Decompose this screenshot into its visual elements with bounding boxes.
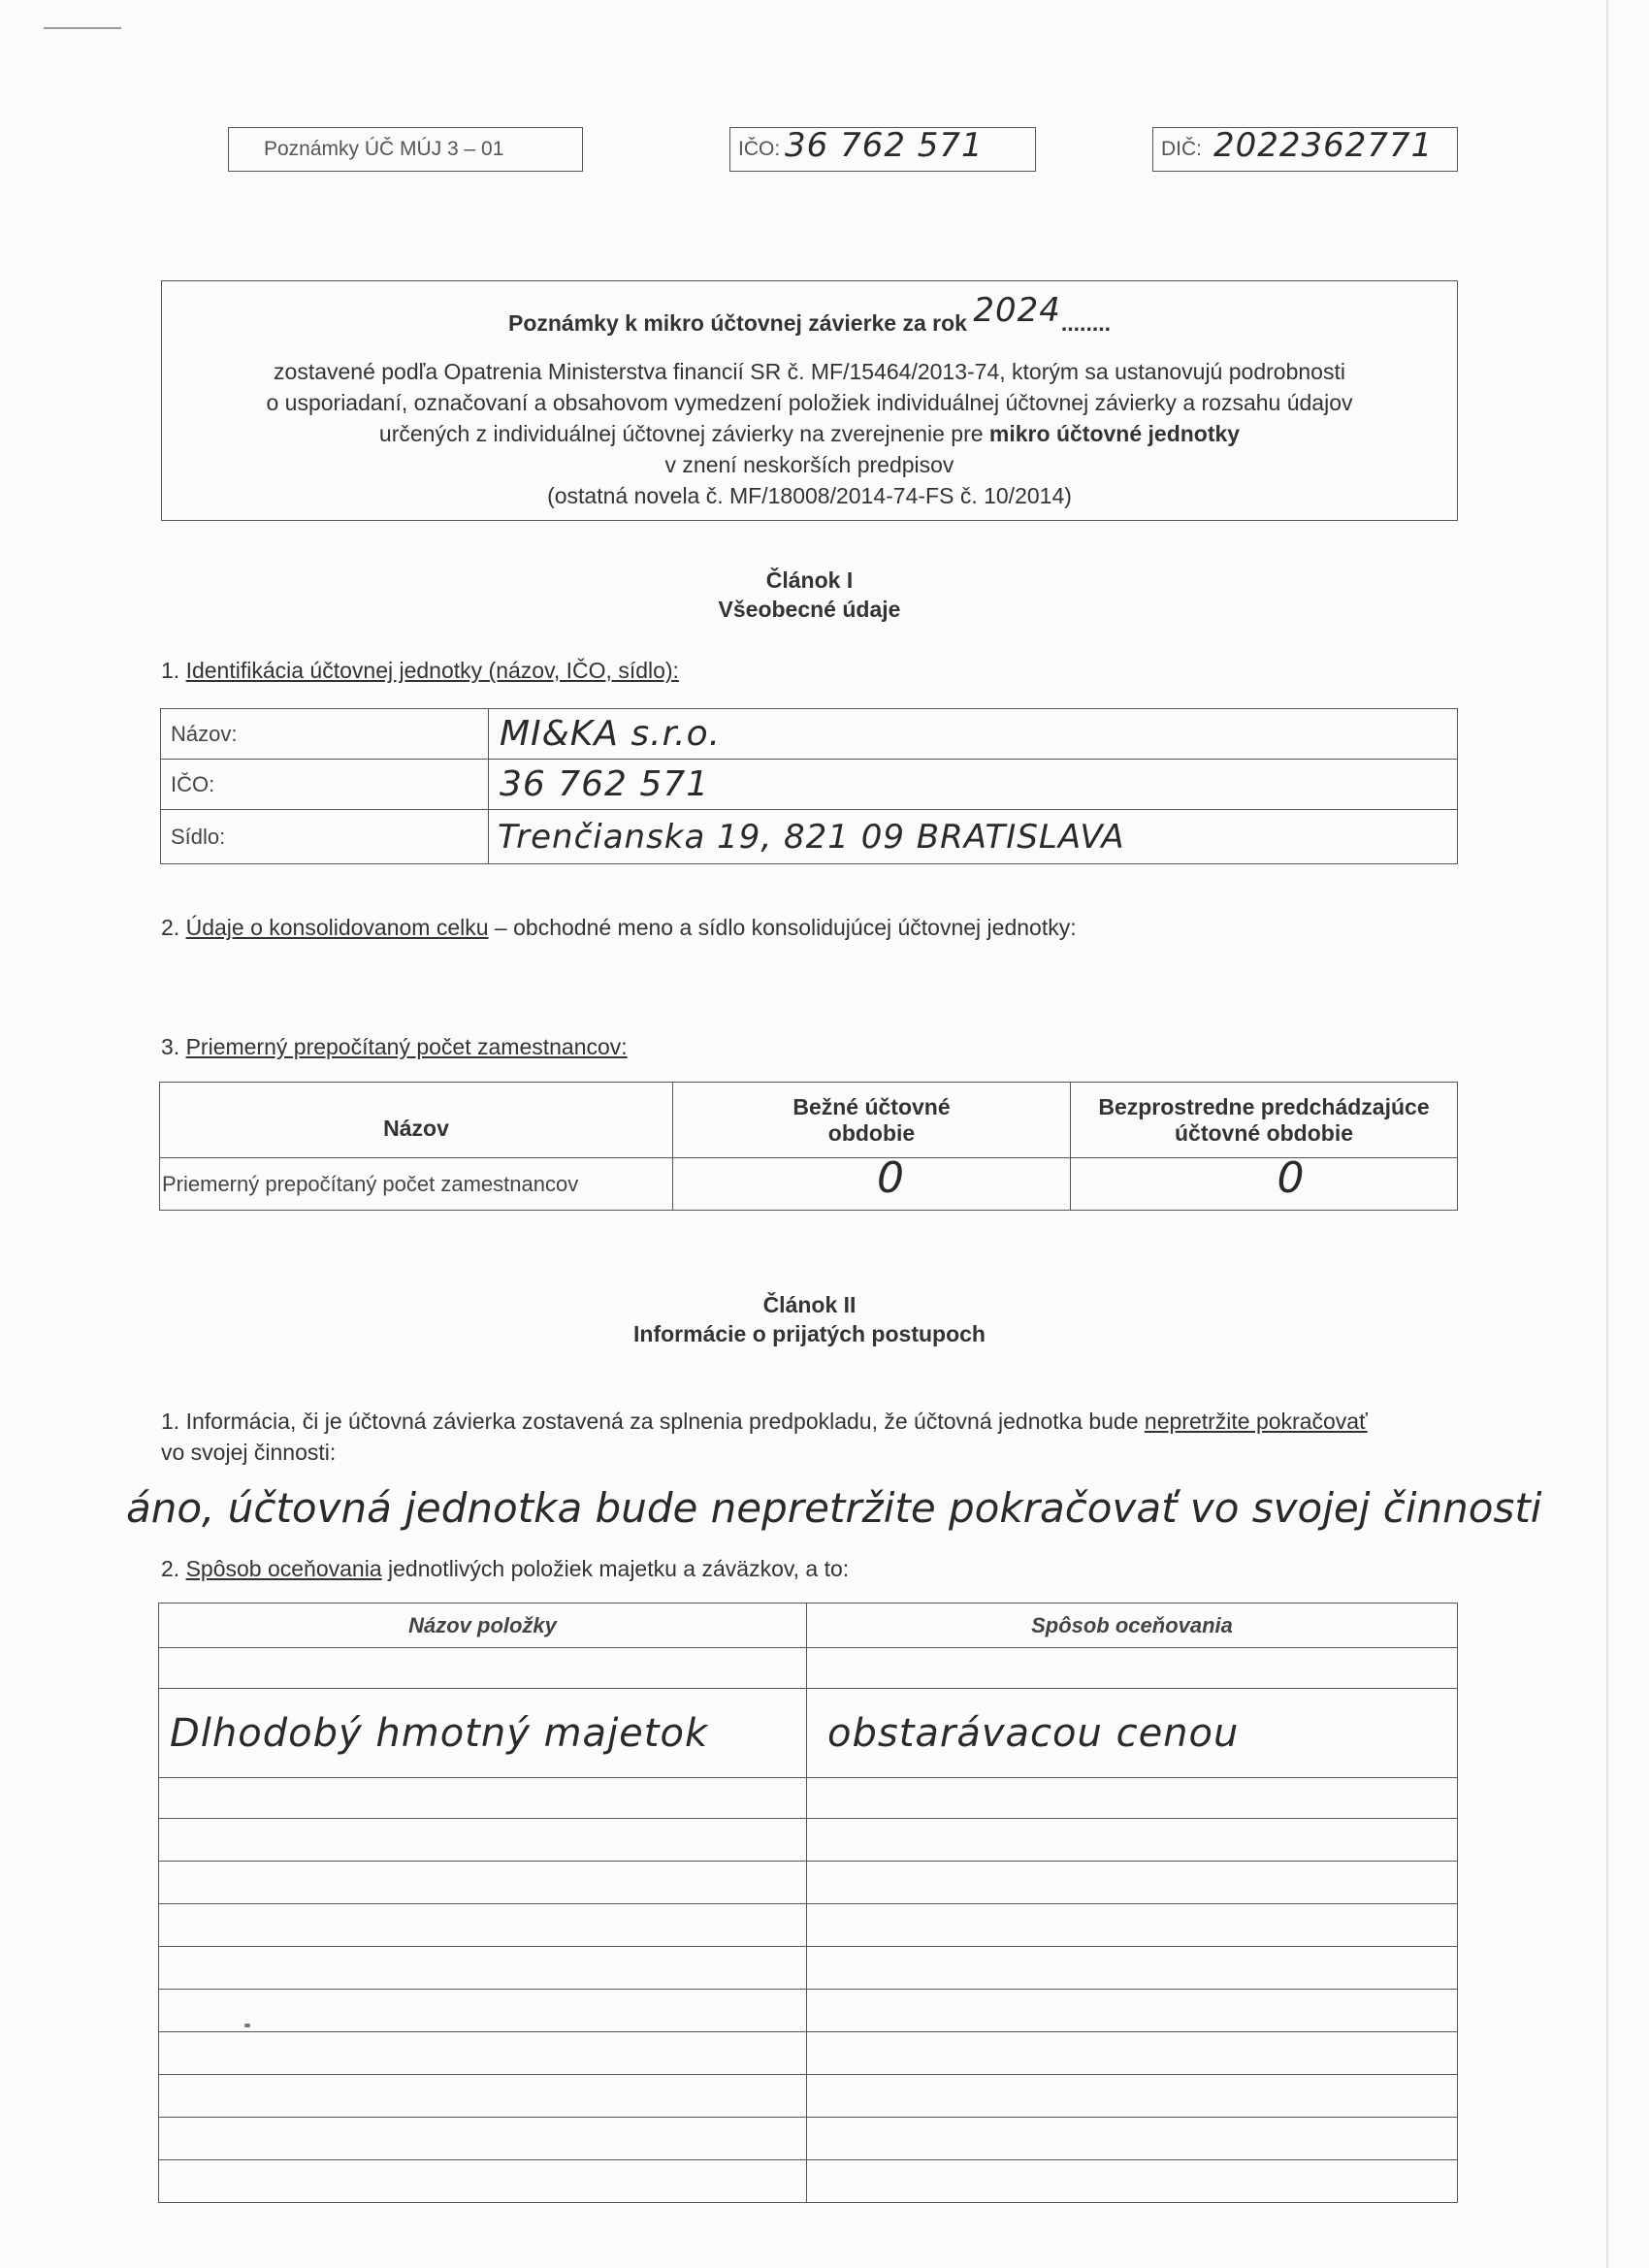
ident-label: Názov:	[161, 709, 489, 760]
emp-col-current: Bežné účtovné obdobie	[673, 1083, 1071, 1158]
val-method-cell	[807, 2075, 1458, 2118]
item2-rest: – obchodné meno a sídlo konsolidujúcej účtovnej jednotky:	[488, 915, 1077, 940]
val-method-cell	[807, 1648, 1458, 1689]
val-item-cell	[159, 1648, 807, 1689]
item1-text: Identifikácia účtovnej jednotky (názov, IČO, sídlo):	[185, 658, 679, 683]
ident-seat-handwritten: Trenčianska 19, 821 09 BRATISLAVA	[498, 817, 1125, 857]
intro-line-1: zostavené podľa Opatrenia Ministerstva financií SR č. MF/15464/2013-74, ktorým sa ustanovujú podrobnosti	[274, 359, 1345, 384]
val-method-cell	[807, 1819, 1458, 1862]
valuation-table	[158, 1603, 1458, 2203]
intro-line-5: (ostatná novela č. MF/18008/2014-74-FS č. 10/2014)	[547, 483, 1072, 508]
year-handwritten: 2024	[973, 291, 1061, 330]
valuation-table-header	[159, 1604, 1458, 1648]
identification-table	[160, 708, 1458, 864]
val-item-cell	[159, 1862, 807, 1904]
val-method-cell	[807, 1990, 1458, 2032]
table-row	[159, 2160, 1458, 2203]
table-row	[159, 1819, 1458, 1862]
employee-table-header	[160, 1083, 1458, 1158]
ident-row-name	[161, 709, 1458, 760]
intro-line-3	[162, 418, 1457, 449]
title-box	[161, 280, 1458, 521]
val-method-cell	[807, 2032, 1458, 2075]
ico-value-handwritten: 36 762 571	[785, 126, 984, 165]
intro-line-3-bold: mikro účtovné jednotky	[988, 421, 1241, 446]
pen-dot	[244, 2024, 250, 2027]
table-row	[159, 1947, 1458, 1990]
val-method-cell	[807, 1947, 1458, 1990]
table-row	[159, 1778, 1458, 1819]
article2-item2	[161, 1556, 849, 1582]
ident-value	[489, 709, 1458, 760]
title-prefix: Poznámky k mikro účtovnej závierke za rok	[507, 310, 967, 336]
table-row	[159, 2075, 1458, 2118]
val-item-cell	[159, 1904, 807, 1947]
val-item-cell	[159, 2118, 807, 2160]
val-col-method: Spôsob oceňovania	[807, 1604, 1458, 1648]
intro-line-2: o usporiadaní, označovaní a obsahovom vymedzení položiek individuálnej účtovnej závierky a rozsahu údajov	[266, 390, 1353, 415]
ident-value	[489, 760, 1458, 810]
article2-item1	[161, 1409, 1461, 1435]
title-line	[162, 291, 1457, 340]
ico-box	[729, 127, 1036, 172]
ident-value	[489, 810, 1458, 864]
a2-item1-text-a: Informácia, či je účtovná závierka zostavená za splnenia predpokladu, že účtovná jednotka bude	[185, 1409, 1145, 1434]
intro-line-4: v znení neskorších predpisov	[664, 452, 954, 477]
ident-row-ico	[161, 760, 1458, 810]
article1-item3	[161, 1034, 628, 1060]
table-row	[159, 2032, 1458, 2075]
emp-col-previous: Bezprostredne predchádzajúce účtovné obdobie	[1071, 1083, 1458, 1158]
val-item-cell	[159, 1819, 807, 1862]
val-item-cell	[159, 1947, 807, 1990]
emp-col-name: Názov	[160, 1083, 673, 1158]
val-method-cell	[807, 1689, 1458, 1778]
val-method-handwritten: obstarávacou cenou	[827, 1710, 1240, 1756]
table-row	[159, 1990, 1458, 2032]
article1-item2	[161, 915, 1077, 941]
article1-number: Článok I	[765, 567, 854, 593]
item3-text: Priemerný prepočítaný počet zamestnancov:	[185, 1034, 628, 1059]
val-item-cell	[159, 2032, 807, 2075]
val-item-cell	[159, 2160, 807, 2203]
item3-number: 3.	[161, 1034, 180, 1059]
dic-box	[1152, 127, 1458, 172]
val-method-cell	[807, 2118, 1458, 2160]
ident-name-handwritten: MI&KA s.r.o.	[500, 714, 722, 754]
article2-name: Informácie o prijatých postupoch	[633, 1321, 986, 1346]
scan-mark	[44, 27, 121, 29]
table-row	[159, 2118, 1458, 2160]
val-item-cell	[159, 1990, 807, 2032]
val-method-cell	[807, 1862, 1458, 1904]
employee-table	[159, 1082, 1458, 1211]
item1-number: 1.	[161, 658, 180, 683]
item2-underlined: Údaje o konsolidovanom celku	[185, 915, 489, 940]
val-item-cell	[159, 1778, 807, 1819]
ident-label: Sídlo:	[161, 810, 489, 864]
val-col-item: Názov položky	[159, 1604, 807, 1648]
ident-ico-handwritten: 36 762 571	[500, 764, 710, 804]
article1-name: Všeobecné údaje	[718, 597, 901, 622]
scan-edge	[1606, 0, 1608, 2268]
title-dots: ........	[1060, 310, 1112, 336]
employee-table-row	[160, 1158, 1458, 1211]
val-item-cell	[159, 2075, 807, 2118]
article1-item1	[161, 658, 679, 684]
a2-item2-number: 2.	[161, 1556, 180, 1581]
val-item-cell	[159, 1689, 807, 1778]
a2-item1-underlined: nepretržite pokračovať	[1144, 1409, 1368, 1434]
article2-item1-cont: vo svojej činnosti:	[161, 1440, 337, 1465]
table-row	[159, 1904, 1458, 1947]
dic-value-handwritten: 2022362771	[1213, 126, 1434, 165]
emp-previous-cell	[1071, 1153, 1458, 1211]
item2-number: 2.	[161, 915, 180, 940]
val-method-cell	[807, 2160, 1458, 2203]
table-row	[159, 1862, 1458, 1904]
form-code-box	[228, 127, 583, 172]
emp-previous-handwritten: 0	[1277, 1153, 1306, 1203]
ico-label: IČO:	[738, 138, 781, 160]
table-row	[159, 1689, 1458, 1778]
article2-number: Článok II	[762, 1292, 857, 1317]
emp-row-label: Priemerný prepočítaný počet zamestnancov	[160, 1158, 673, 1211]
intro-line-3-text: určených z individuálnej účtovnej závierky na zverejnenie pre	[378, 421, 989, 446]
val-method-cell	[807, 1778, 1458, 1819]
ident-label: IČO:	[161, 760, 489, 810]
emp-current-handwritten: 0	[877, 1153, 905, 1203]
form-code: Poznámky ÚČ MÚJ 3 – 01	[264, 138, 504, 160]
emp-current-cell	[673, 1153, 1071, 1211]
a2-item2-rest: jednotlivých položiek majetku a záväzkov, a to:	[381, 1556, 850, 1581]
a2-item1-number: 1.	[161, 1409, 180, 1434]
val-method-cell	[807, 1904, 1458, 1947]
going-concern-answer-handwritten: áno, účtovná jednotka bude nepretržite pokračovať vo svojej činnosti	[126, 1484, 1542, 1532]
val-item-handwritten: Dlhodobý hmotný majetok	[170, 1710, 709, 1756]
table-row	[159, 1648, 1458, 1689]
a2-item2-underlined: Spôsob oceňovania	[185, 1556, 382, 1581]
dic-label: DIČ:	[1161, 138, 1202, 160]
ident-row-seat	[161, 810, 1458, 864]
